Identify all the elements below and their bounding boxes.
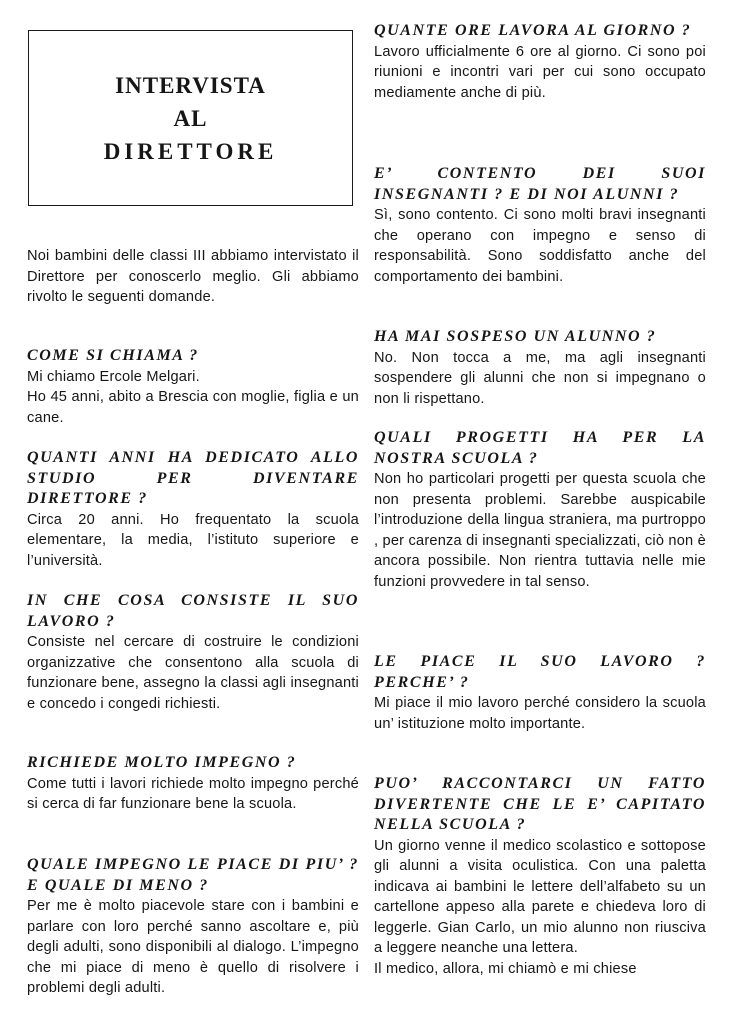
title-line-1: INTERVISTA <box>115 72 266 98</box>
question: QUANTI ANNI HA DEDICATO ALLO STUDIO PER DIVENTARE DIRETTORE ? <box>27 449 359 507</box>
answer: Ho 45 anni, abito a Brescia con moglie, figlia e un cane. <box>27 389 359 426</box>
answer: Come tutti i lavori richiede molto impegno perché si cerca di far funzionare bene la scuola. <box>27 775 359 812</box>
qa-block <box>27 448 359 571</box>
answer: Per me è molto piacevole stare con i bambini e parlare con loro perché sanno ascoltare e, più degli adulti, sono disponibili al dialogo. L’impegno che mi piace di meno è quello di risolvere i problemi degli adulti. <box>27 898 359 996</box>
answer: Sì, sono contento. Ci sono molti bravi insegnanti che operano con impegno e senso di responsabilità. Sono soddisfatto anche del comportamento dei bambini. <box>374 207 706 285</box>
question: QUALI PROGETTI HA PER LA NOSTRA SCUOLA ? <box>374 429 706 467</box>
question: PUO’ RACCONTARCI UN FATTO DIVERTENTE CHE LE E’ CAPITATO NELLA SCUOLA ? <box>374 775 706 833</box>
title-line-2: AL <box>173 105 208 131</box>
intro-paragraph: Noi bambini delle classi III abbiamo intervistato il Direttore per conoscerlo meglio. Gli abbiamo rivolto le seguenti domande. <box>27 248 359 305</box>
answer: Mi chiamo Ercole Melgari. <box>27 368 200 385</box>
answer: No. Non tocca a me, ma agli insegnanti sospendere gli alunni che non si impegnano o non li rispettano. <box>374 349 706 407</box>
title-box <box>28 30 353 206</box>
qa-block <box>374 428 706 592</box>
answer: Il medico, allora, mi chiamò e mi chiese <box>374 960 637 977</box>
qa-block <box>27 591 359 714</box>
title-line-3: DIRETTORE <box>103 138 278 164</box>
qa-block <box>27 753 359 815</box>
qa-block <box>374 327 706 409</box>
answer: Mi piace il mio lavoro perché considero la scuola un’ istituzione molto importante. <box>374 695 706 732</box>
answer: Consiste nel cercare di costruire le condizioni organizzative che consentono alla scuola di funzionare bene, assegno la classi agli insegnanti e concedo i congedi richiesti. <box>27 634 359 712</box>
question: QUALE IMPEGNO LE PIACE DI PIU’ ? E QUALE DI MENO ? <box>27 856 359 894</box>
answer: Un giorno venne il medico scolastico e sottopose gli alunni a visita oculistica. Con una paletta indicava ai bambini le lettere dell’alfabeto su un cartellone appeso alla parete e chiedeva loro di leggerle. Gian Carlo, un mio alunno non riusciva a leggere neanche una lettera. <box>374 837 706 956</box>
question: HA MAI SOSPESO UN ALUNNO ? <box>374 328 657 345</box>
question: E’ CONTENTO DEI SUOI INSEGNANTI ? E DI NOI ALUNNI ? <box>374 165 706 203</box>
qa-block <box>374 21 706 103</box>
qa-block <box>374 774 706 979</box>
qa-block <box>374 652 706 734</box>
question: IN CHE COSA CONSISTE IL SUO LAVORO ? <box>27 592 359 630</box>
qa-block <box>374 164 706 287</box>
answer: Lavoro ufficialmente 6 ore al giorno. Ci sono poi riunioni e incontri vari per cui sono occupato mediamente anche di più. <box>374 43 706 101</box>
qa-block <box>27 346 359 428</box>
question: QUANTE ORE LAVORA AL GIORNO ? <box>374 22 692 39</box>
qa-block <box>27 855 359 999</box>
question: COME SI CHIAMA ? <box>27 347 199 364</box>
question: LE PIACE IL SUO LAVORO ? PERCHE’ ? <box>374 653 706 691</box>
answer: Non ho particolari progetti per questa scuola che non presenta problemi. Sarebbe auspicabile l’introduzione della lingua straniera, ma purtroppo , per carenza di insegnanti specializzati, ciò non è ancora possibile. Non rientra tuttavia nelle mie funzioni provvedere in tal senso. <box>374 471 706 590</box>
answer: Circa 20 anni. Ho frequentato la scuola elementare, la media, l’istituto superiore e l’università. <box>27 511 359 569</box>
question: RICHIEDE MOLTO IMPEGNO ? <box>27 754 297 771</box>
